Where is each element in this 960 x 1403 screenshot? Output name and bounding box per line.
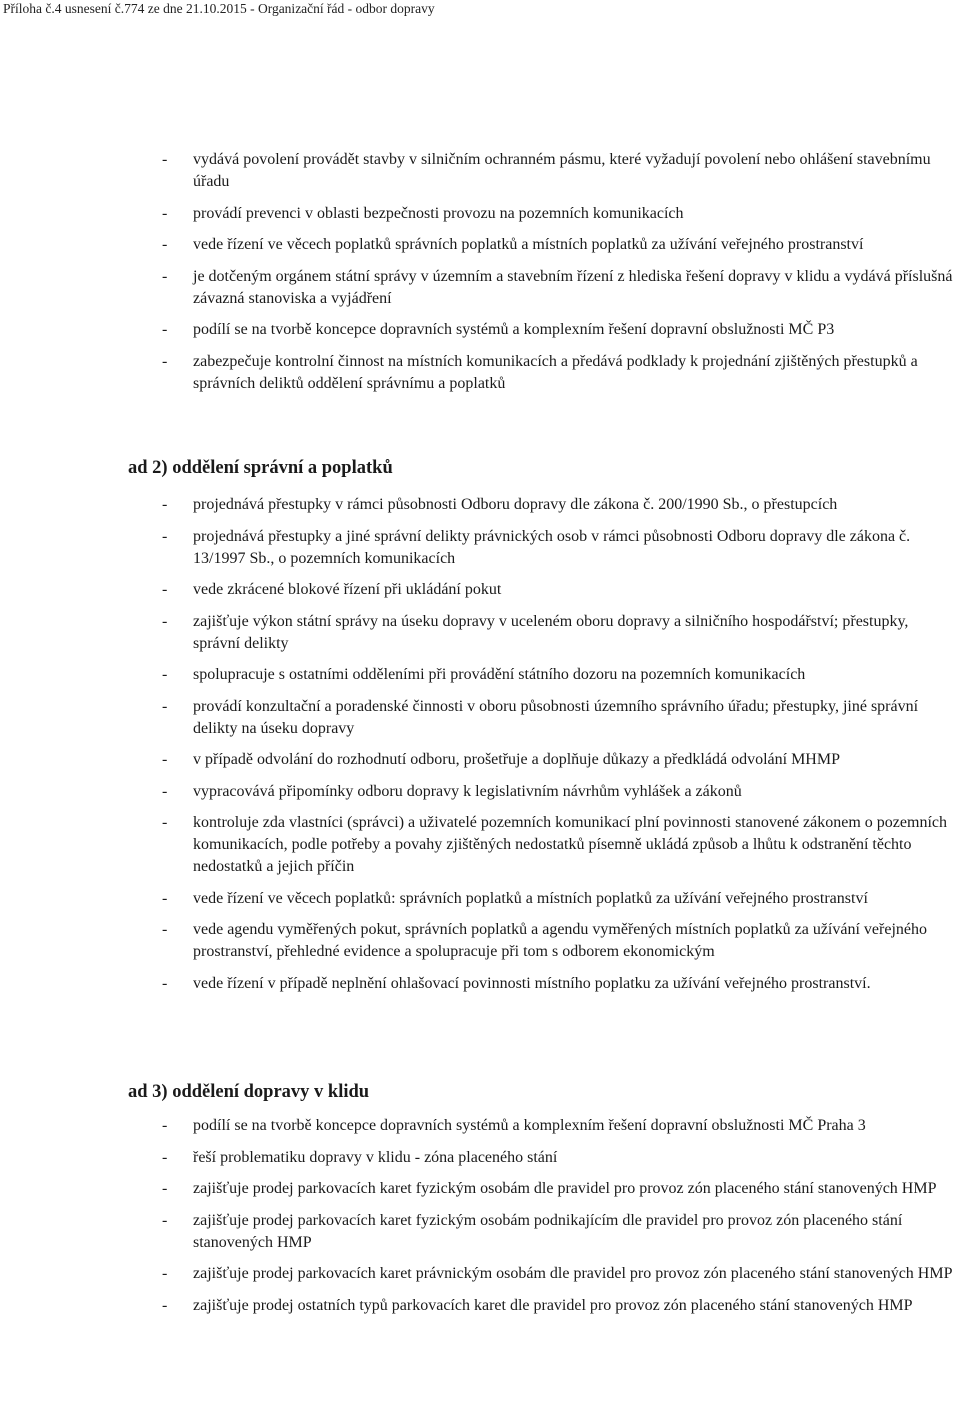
dash-bullet-icon: - xyxy=(162,1296,168,1314)
list-item-text: vypracovává připomínky odboru dopravy k legislativním návrhům vyhlášek a zákonů xyxy=(193,782,742,800)
list-item-text: vede agendu vyměřených pokut, správních poplatků a agendu vyměřených místních poplatků za užívání veřejného prostranství, přehledné evidence a spolupracuje při tom s odborem ekonomickým xyxy=(193,921,927,960)
list-item xyxy=(162,812,958,878)
list-item-text: provádí prevenci v oblasti bezpečnosti provozu na pozemních komunikacích xyxy=(193,204,684,222)
dash-bullet-icon: - xyxy=(162,267,168,285)
dash-bullet-icon: - xyxy=(162,751,168,768)
list-item-text: podílí se na tvorbě koncepce dopravních systémů a komplexním řešení dopravní obslužnosti MČ P3 xyxy=(193,321,835,338)
dash-bullet-icon: - xyxy=(162,697,168,715)
list-item-text: řeší problematiku dopravy v klidu - zóna placeného stání xyxy=(193,1148,558,1166)
list-item-text: provádí konzultační a poradenské činnosti v oboru působnosti územního správního úřadu; přestupky, jiné správní delikty na úseku dopravy xyxy=(193,697,919,737)
dash-bullet-icon: - xyxy=(162,666,168,683)
dash-bullet-icon: - xyxy=(162,204,168,222)
dash-bullet-icon: - xyxy=(162,352,168,370)
list-item-text: vede řízení v případě neplnění ohlašovací povinnosti místního poplatku za užívání veřejného prostranství. xyxy=(193,974,871,992)
list-item xyxy=(162,1115,958,1137)
list-item xyxy=(162,919,958,963)
dash-bullet-icon: - xyxy=(162,496,168,513)
list-item-text: vydává povolení provádět stavby v silničním ochranném pásmu, které vyžadují povolení nebo ohlášení stavebnímu úřadu xyxy=(193,151,931,190)
list-item-text: v případě odvolání do rozhodnutí odboru, prošetřuje a doplňuje důkazy a předkládá odvolání MHMP xyxy=(193,751,840,768)
dash-bullet-icon: - xyxy=(162,974,168,992)
list-item xyxy=(162,1263,958,1285)
list-item xyxy=(162,351,958,395)
list-item-text: vede řízení ve věcech poplatků správních poplatků a místních poplatků za užívání veřejného prostranství xyxy=(193,236,864,253)
list-item xyxy=(162,526,958,570)
list-item-text: zajišťuje výkon státní správy na úseku dopravy v uceleném oboru dopravy a silničního hospodářství; přestupky, správní delikty xyxy=(193,612,909,652)
dash-bullet-icon: - xyxy=(162,1265,168,1282)
section-3-heading: ad 3) oddělení dopravy v klidu xyxy=(128,1082,370,1102)
list-item-text: kontroluje zda vlastníci (správci) a uživatelé pozemních komunikací plní povinnosti stanovené zákonem o pozemních komunikacích, podle potřeby a povahy zjištěných nedostatků písemně ukládá způsob a lhůtu k odstranění těchto nedostatků a jejich příčin xyxy=(193,814,947,875)
intro-list xyxy=(162,149,958,404)
list-item xyxy=(162,1147,958,1169)
list-item-text: zajišťuje prodej ostatních typů parkovacích karet dle pravidel pro provoz zón placeného stání stanovených HMP xyxy=(193,1296,913,1314)
list-item xyxy=(162,664,958,686)
list-item-text: zabezpečuje kontrolní činnost na místních komunikacích a předává podklady k projednání zjištěných přestupků a správních deliktů oddělení správnímu a poplatků xyxy=(193,352,918,392)
list-item xyxy=(162,696,958,740)
list-item xyxy=(162,149,958,193)
list-item-text: zajišťuje prodej parkovacích karet fyzickým osobám dle pravidel pro provoz zón placeného stání stanovených HMP xyxy=(193,1180,937,1197)
list-item xyxy=(162,494,958,516)
list-item-text: zajišťuje prodej parkovacích karet fyzickým osobám podnikajícím dle pravidel pro provoz zón placeného stání stanovených HMP xyxy=(193,1211,903,1251)
dash-bullet-icon: - xyxy=(162,321,168,338)
dash-bullet-icon: - xyxy=(162,581,168,598)
dash-bullet-icon: - xyxy=(162,782,168,800)
list-item-text: projednává přestupky v rámci působnosti Odboru dopravy dle zákona č. 200/1990 Sb., o přestupcích xyxy=(193,496,838,513)
list-item xyxy=(162,203,958,225)
list-item-text: je dotčeným orgánem státní správy v územním a stavebním řízení z hlediska řešení dopravy v klidu a vydává příslušná závazná stanoviska a vyjádření xyxy=(193,267,953,307)
dash-bullet-icon: - xyxy=(162,151,168,168)
dash-bullet-icon: - xyxy=(162,1117,168,1134)
list-item xyxy=(162,1295,958,1317)
list-item xyxy=(162,1178,958,1200)
list-item xyxy=(162,888,958,910)
dash-bullet-icon: - xyxy=(162,814,168,831)
list-item xyxy=(162,579,958,601)
dash-bullet-icon: - xyxy=(162,921,168,938)
list-item-text: spolupracuje s ostatními odděleními při provádění státního dozoru na pozemních komunikacích xyxy=(193,666,806,683)
list-item-text: podílí se na tvorbě koncepce dopravních systémů a komplexním řešení dopravní obslužnosti MČ Praha 3 xyxy=(193,1117,866,1134)
section-2-heading: ad 2) oddělení správní a poplatků xyxy=(128,458,393,478)
dash-bullet-icon: - xyxy=(162,1211,168,1229)
section-2-list xyxy=(162,494,958,1004)
list-item-text: vede řízení ve věcech poplatků: správních poplatků a místních poplatků za užívání veřejného prostranství xyxy=(193,889,868,907)
list-item xyxy=(162,749,958,771)
list-item-text: projednává přestupky a jiné správní delikty právnických osob v rámci působnosti Odboru dopravy dle zákona č. 13/1997 Sb., o pozemních komunikacích xyxy=(193,527,911,567)
list-item xyxy=(162,781,958,803)
list-item xyxy=(162,234,958,256)
dash-bullet-icon: - xyxy=(162,1180,168,1197)
list-item xyxy=(162,319,958,341)
dash-bullet-icon: - xyxy=(162,612,168,630)
list-item xyxy=(162,266,958,310)
document-header-note: Příloha č.4 usnesení č.774 ze dne 21.10.2015 - Organizační řád - odbor dopravy xyxy=(3,1,435,16)
list-item xyxy=(162,1210,958,1254)
list-item-text: zajišťuje prodej parkovacích karet právnickým osobám dle pravidel pro provoz zón placeného stání stanovených HMP xyxy=(193,1265,953,1282)
list-item-text: vede zkrácené blokové řízení při ukládání pokut xyxy=(193,581,502,598)
dash-bullet-icon: - xyxy=(162,527,168,545)
dash-bullet-icon: - xyxy=(162,889,168,907)
dash-bullet-icon: - xyxy=(162,236,168,253)
section-3-list xyxy=(162,1115,958,1326)
dash-bullet-icon: - xyxy=(162,1148,168,1166)
list-item xyxy=(162,611,958,655)
list-item xyxy=(162,973,958,995)
